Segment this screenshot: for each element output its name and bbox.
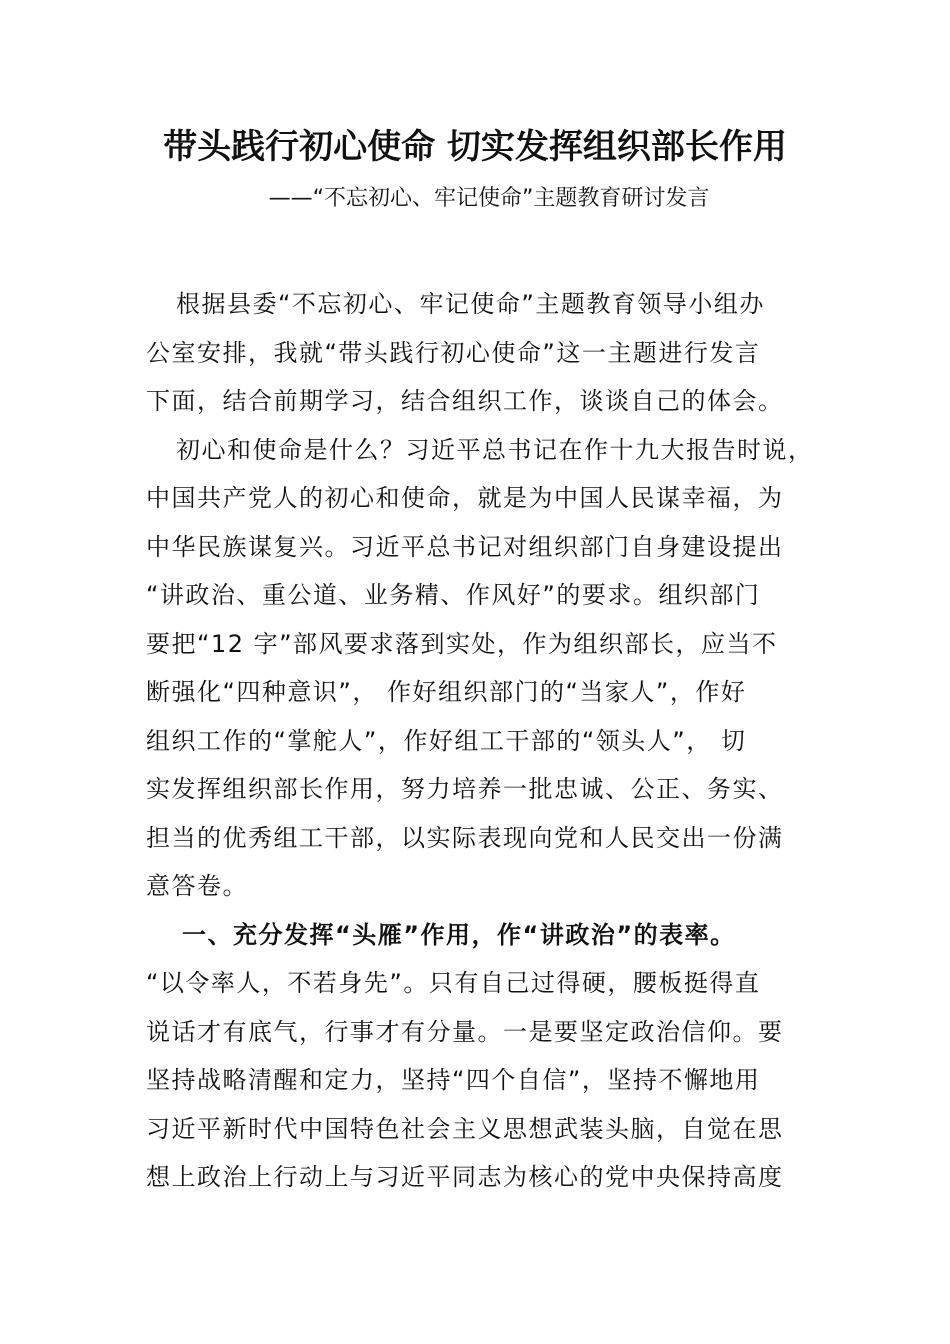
paragraph-line: “讲政治、重公道、业务精、作风好”的要求。组织部门 bbox=[146, 581, 761, 609]
paragraph-line: 中华民族谋复兴。习近平总书记对组织部门自身建设提出 bbox=[146, 532, 784, 561]
paragraph-line: “以令率人，不若身先”。只有自己过得硬，腰板挺得直 bbox=[146, 969, 761, 997]
paragraph-line: 断强化“四种意识”， 作好组织部门的“当家人”，作好 bbox=[146, 678, 747, 706]
document-subtitle: ——“不忘初心、牢记使命”主题教育研讨发言 bbox=[268, 186, 710, 211]
document-body bbox=[146, 280, 816, 1202]
section-heading: 一、充分发挥“头雁”作用，作“讲政治”的表率。 bbox=[182, 920, 736, 949]
paragraph-line: 实发挥组织部长作用，努力培养一批忠诚、公正、务实、 bbox=[146, 775, 784, 803]
paragraph-line: 担当的优秀组工干部，以实际表现向党和人民交出一份满 bbox=[146, 823, 784, 852]
paragraph-line: 下面，结合前期学习，结合组织工作，谈谈自己的体会。 bbox=[146, 387, 784, 415]
paragraph-line: 初心和使命是什么？习近平总书记在作十九大报告时说， bbox=[176, 435, 814, 464]
paragraph-line: 要把“12 字”部风要求落到实处，作为组织部长，应当不 bbox=[146, 629, 778, 658]
paragraph-line: 意答卷。 bbox=[146, 872, 248, 900]
paragraph-line: 想上政治上行动上与习近平同志为核心的党中央保持高度 bbox=[146, 1163, 784, 1191]
paragraph-line: 坚持战略清醒和定力，坚持“四个自信”，坚持不懈地用 bbox=[146, 1066, 761, 1094]
document-title: 带头践行初心使命 切实发挥组织部长作用 bbox=[163, 127, 787, 167]
paragraph-line: 说话才有底气，行事才有分量。一是要坚定政治信仰。要 bbox=[146, 1017, 784, 1046]
paragraph-line: 习近平新时代中国特色社会主义思想武装头脑，自觉在思 bbox=[146, 1114, 784, 1143]
paragraph-line: 组织工作的“掌舵人”，作好组工干部的“领头人”， 切 bbox=[146, 726, 747, 755]
paragraph-line: 根据县委“不忘初心、牢记使命”主题教育领导小组办 bbox=[176, 290, 765, 318]
paragraph-line: 公室安排，我就“带头践行初心使命”这一主题进行发言 bbox=[146, 338, 761, 367]
paragraph-line: 中国共产党人的初心和使命，就是为中国人民谋幸福，为 bbox=[146, 484, 784, 512]
